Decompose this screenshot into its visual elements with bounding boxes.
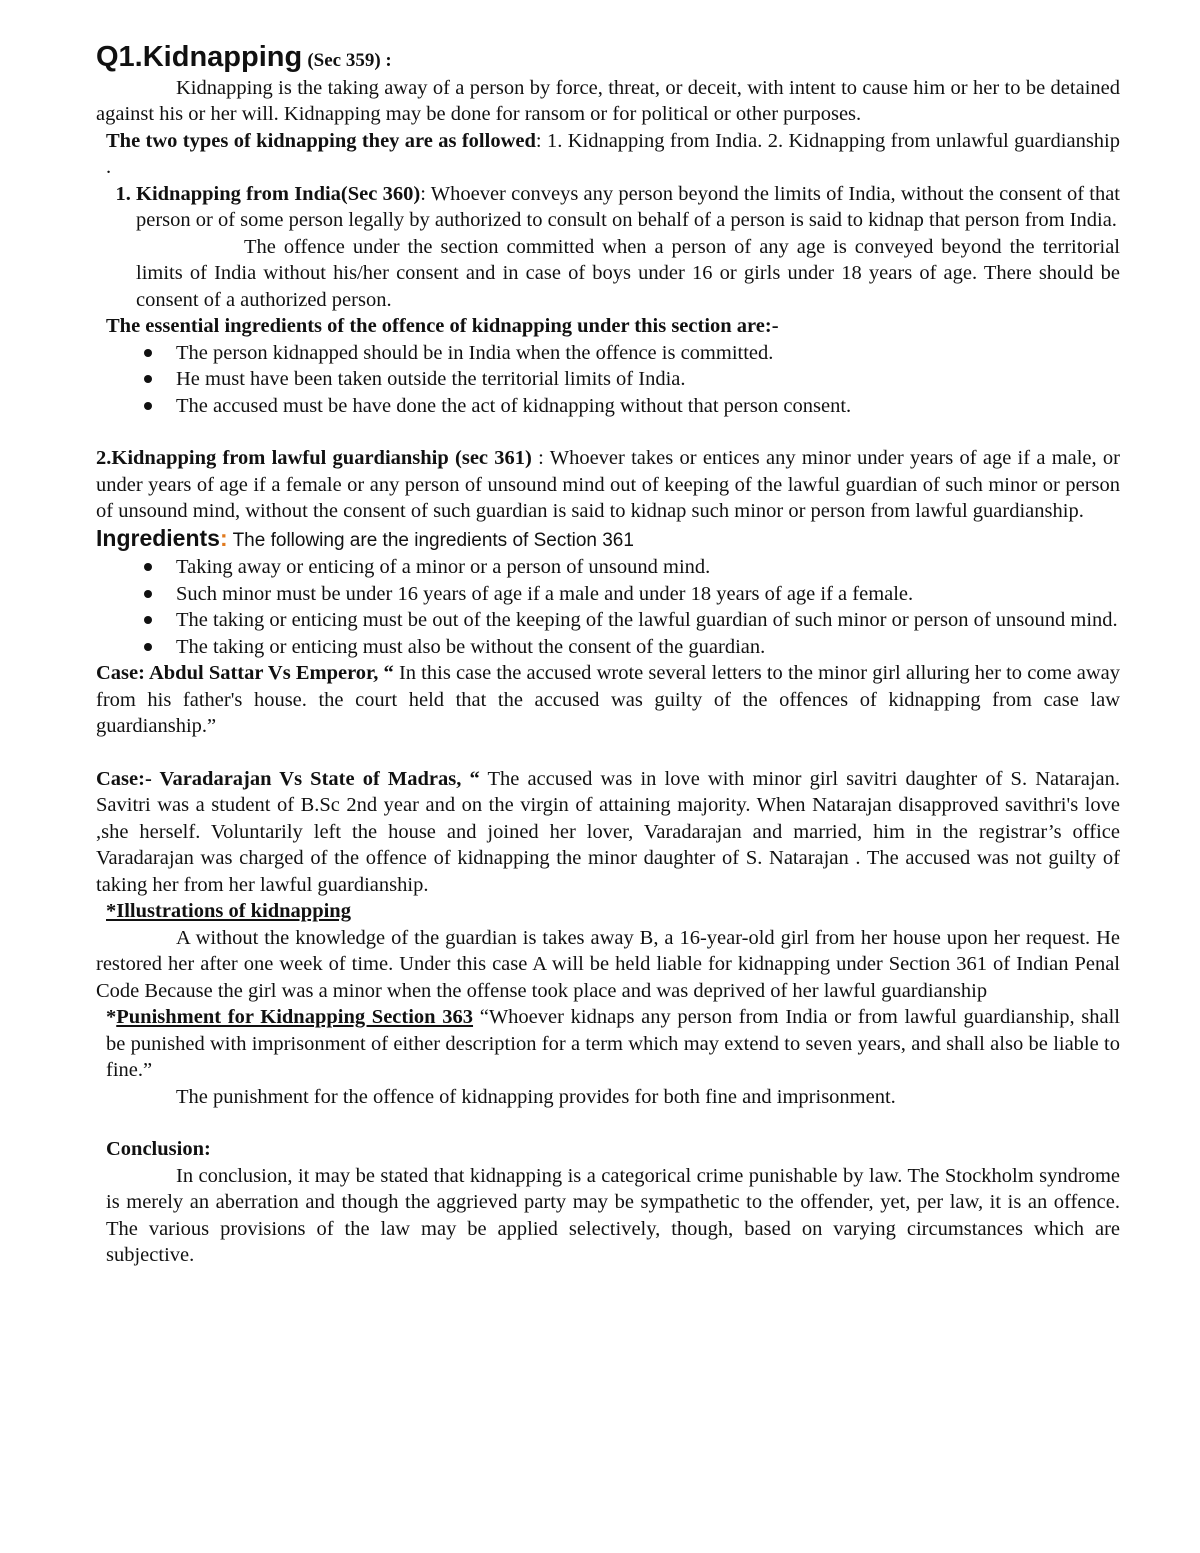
punishment-star: *: [106, 1006, 117, 1028]
ingredient-item: Such minor must be under 16 years of age if a male and under 18 years of age if a female.: [176, 581, 1120, 608]
essential-item: He must have been taken outside the territorial limits of India.: [176, 366, 1120, 393]
punishment-text: “Whoever kidnaps any person from India or from lawful guardianship, shall be punished with imprisonment of either description for a term which may extend to seven years, and shall also be liable to fine.”: [106, 1006, 1120, 1081]
title-section: (Sec 359) :: [307, 50, 392, 71]
conclusion-paragraph: In conclusion, it may be stated that kidnapping is a categorical crime punishable by law. The Stockholm syndrome is merely an aberration and though the aggrieved party may be sympathetic to the offender, yet, per law, it is an offence. The various provisions of the law may be applied selectively, though, based on varying circumstances which are subjective.: [106, 1164, 1120, 1266]
essential-item: The accused must be have done the act of kidnapping without that person consent.: [176, 393, 1120, 420]
india-text: : Whoever conveys any person beyond the limits of India, without the consent of that person or of some person legally by authorized to consult on behalf of a person is said to kidnap that person from India.: [136, 182, 1121, 231]
punishment-paragraph-2: The punishment for the offence of kidnapping provides for both fine and imprisonment.: [176, 1085, 896, 1108]
guardianship-paragraph: [96, 445, 1120, 525]
ingredients-colon: :: [219, 524, 228, 551]
document-page: [96, 41, 1121, 1269]
ingredient-item: Taking away or enticing of a minor or a person of unsound mind.: [176, 554, 1120, 581]
essential-item: The person kidnapped should be in India when the offence is committed.: [176, 340, 1120, 367]
types-paragraph: [106, 128, 1120, 181]
illustrations-heading: *Illustrations of kidnapping: [106, 900, 351, 922]
spacer: [96, 1110, 1120, 1136]
types-text: : 1. Kidnapping from India. 2. Kidnapping from unlawful guardianship .: [106, 129, 1121, 178]
intro-paragraph: Kidnapping is the taking away of a person by force, threat, or deceit, with intent to cause him or her to be detained against his or her will. Kidnapping may be done for ransom or for political or other purposes.: [96, 76, 1120, 125]
spacer: [96, 419, 1120, 445]
india-paragraph-2: The offence under the section committed when a person of any age is conveyed beyond the territorial limits of India without his/her consent and in case of boys under 16 or girls under 18 years of age. There should be consent of a authorized person.: [136, 235, 1120, 311]
types-heading: The two types of kidnapping they are as followed: [106, 129, 536, 152]
conclusion-heading: Conclusion:: [106, 1138, 211, 1160]
india-item: [136, 181, 1120, 314]
punishment-paragraph: [106, 1004, 1120, 1084]
essential-list: [96, 340, 1120, 420]
guardianship-text: : Whoever takes or entices any minor under years of age if a male, or under years of age if a female or any person of unsound mind out of keeping of the lawful guardian of such minor or person of unsound mind, without the consent of such guardian is said to kidnap such minor or person from lawful guardianship.: [96, 447, 1120, 522]
india-list: [96, 181, 1120, 314]
ingredient-item: The taking or enticing must also be without the consent of the guardian.: [176, 634, 1120, 661]
essential-heading: The essential ingredients of the offence of kidnapping under this section are:-: [106, 315, 779, 337]
title-main: Q1.Kidnapping: [96, 41, 303, 73]
case2-text: The accused was in love with minor girl savitri daughter of S. Natarajan. Savitri was a student of B.Sc 2nd year and on the virgin of attaining majority. When Natarajan disapproved savithri's love ,she herself. Voluntarily left the house and joined her lover, Varadarajan and married, him in the registrar’s office Varadarajan was charged of the offence of kidnapping the minor daughter of S. Natarajan . The accused was not guilty of taking her from her lawful guardianship.: [96, 767, 1120, 896]
case1-text: In this case the accused wrote several letters to the minor girl alluring her to come away from his father's house. the court held that the accused was guilty of the offences of kidnapping from case law guardianship.”: [96, 662, 1120, 737]
punishment-heading: Punishment for Kidnapping Section 363: [116, 1006, 474, 1028]
case1-label: Case: Abdul Sattar Vs Emperor, “: [96, 662, 394, 684]
case-varadarajan: [96, 766, 1120, 899]
case-abdul-sattar: [96, 660, 1120, 740]
case2-label: Case:- Varadarajan Vs State of Madras, “: [96, 767, 480, 790]
ingredients-line: [96, 525, 1120, 555]
ingredient-item: The taking or enticing must be out of the keeping of the lawful guardian of such minor or person of unsound mind.: [176, 607, 1120, 634]
ingredients-list: [96, 554, 1120, 660]
ingredients-text: The following are the ingredients of Section 361: [227, 529, 634, 551]
spacer: [96, 740, 1120, 766]
india-heading: Kidnapping from India(Sec 360): [136, 182, 421, 205]
ingredients-heading: Ingredients: [96, 524, 220, 551]
guardianship-heading: 2.Kidnapping from lawful guardianship (sec 361): [96, 447, 532, 469]
document-title: [96, 41, 1120, 75]
illustrations-paragraph: A without the knowledge of the guardian is takes away B, a 16-year-old girl from her house upon her request. He restored her after one week of time. Under this case A will be held liable for kidnapping under Section 361 of Indian Penal Code Because the girl was a minor when the offense took place and was deprived of her lawful guardianship: [96, 926, 1120, 1002]
